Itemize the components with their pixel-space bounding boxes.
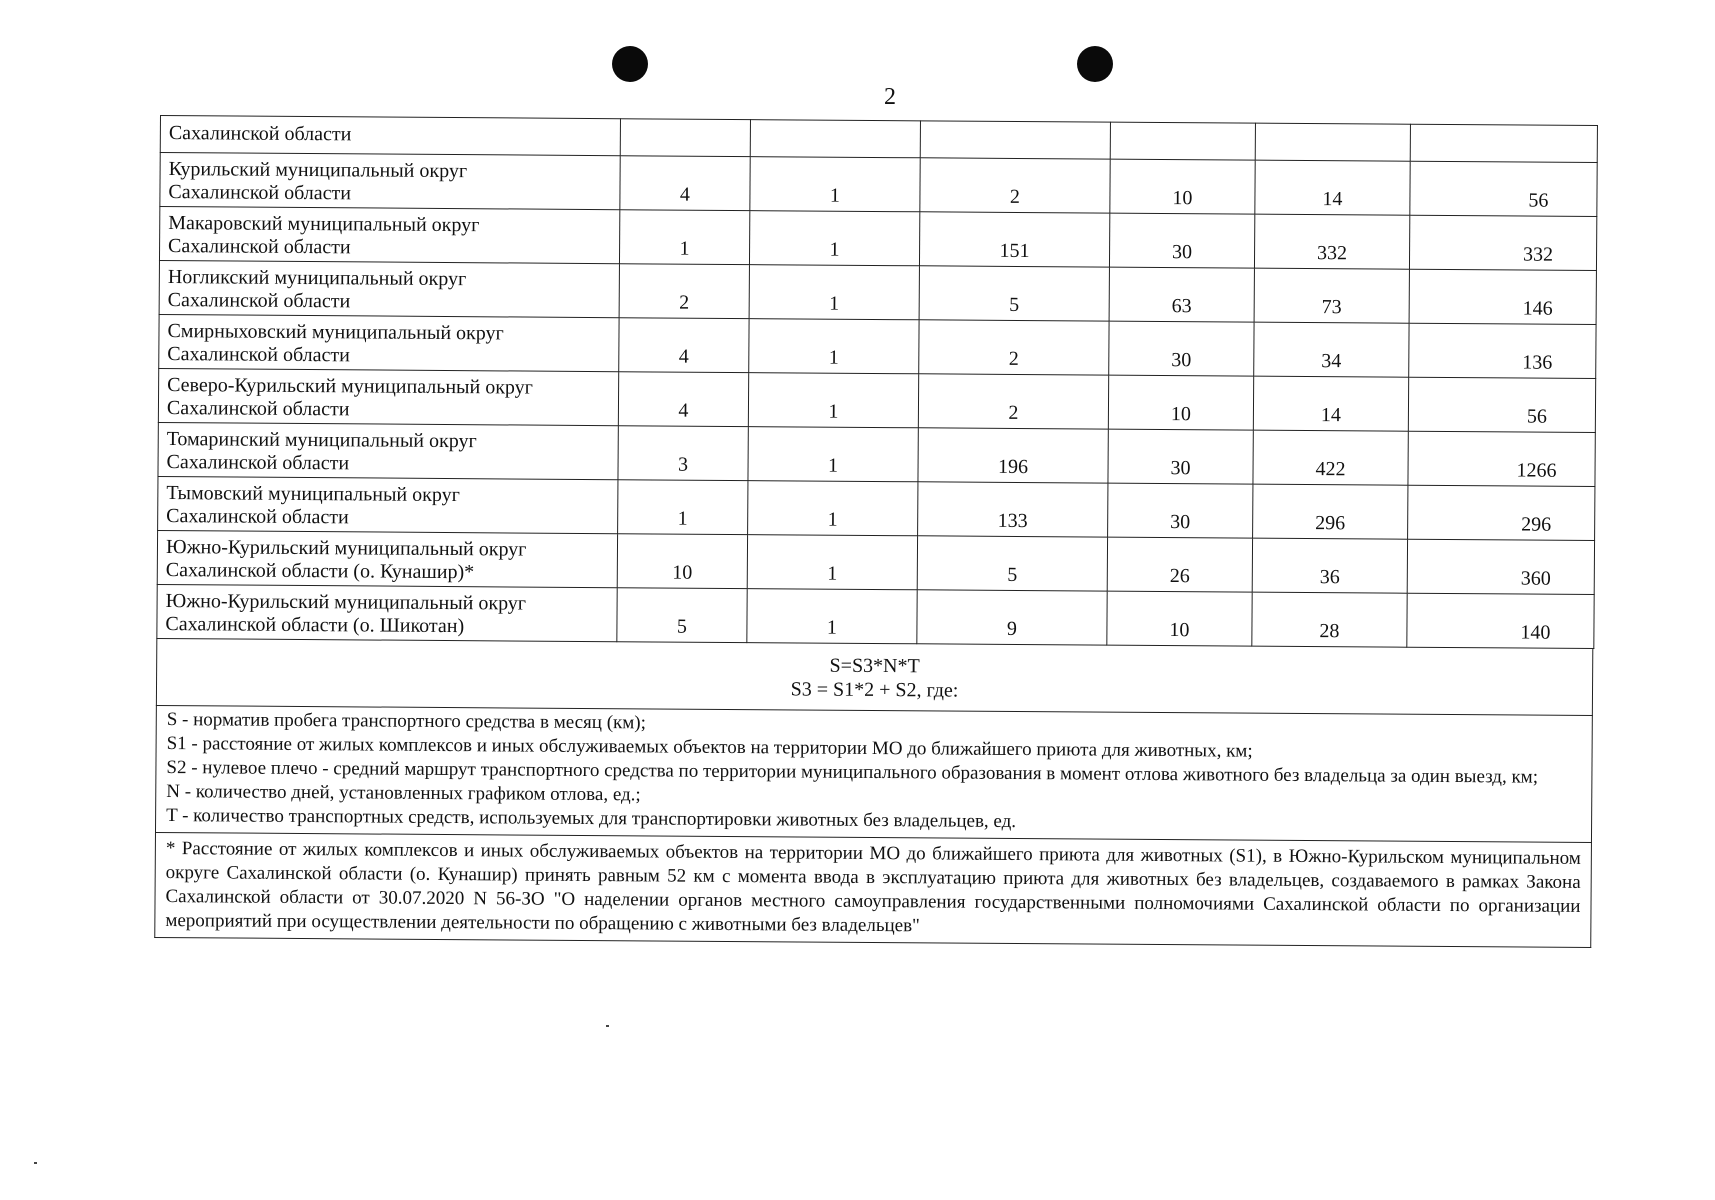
municipality-name-line2: Сахалинской области <box>167 343 350 367</box>
table-cell-value: 332 <box>1254 214 1409 269</box>
table-cell-value: 1 <box>618 480 748 535</box>
table-row <box>158 368 1595 432</box>
scan-speck <box>606 1025 609 1027</box>
table-row <box>159 207 1596 271</box>
table-row <box>157 530 1594 594</box>
municipality-name-line1: Ногликский муниципальный округ <box>167 266 467 291</box>
table-cell-value: 10 <box>617 534 747 589</box>
table-cell-value: 4 <box>618 372 748 427</box>
formula-main: S=S3*N*T <box>829 654 920 678</box>
table-cell-value: 34 <box>1254 322 1409 377</box>
footnote: * Расстояние от жилых комплексов и иных обслуживаемых объектов на территории МО до ближайшего приюта для животных (S1), в Южно-Курильском муниципальном округе Сахалинской области (о. Кунашир) принять равным 52 км с момента ввода в эксплуатацию приюта для животных без владельцев, создаваемого в рамках Закона Сахалинской области от 30.07.2020 N 56-ЗО "О наделении органов местного самоуправления государственными полномочиями Сахалинской области по организации мероприятий при осуществлении деятельности по обращению с животными без владельцев" <box>154 833 1592 948</box>
municipality-name <box>158 368 618 425</box>
definition-s1: S1 - расстояние от жилых комплексов и иных обслуживаемых объектов на территории МО до ближайшего приюта для животных, км; <box>166 733 1253 762</box>
municipality-name-line1: Томаринский муниципальный округ <box>166 428 477 453</box>
table-cell-value: 30 <box>1109 213 1254 268</box>
table-cell-value: 63 <box>1109 267 1254 322</box>
definition-t: T - количество транспортных средств, используемых для транспортировки животных без владельцев, ед. <box>166 805 1017 832</box>
municipality-name-line2: Сахалинской области <box>168 181 352 205</box>
table-cell-value: 1 <box>749 265 919 320</box>
table-cell-value: 5 <box>919 266 1109 321</box>
definition-n: N - количество дней, установленных графиком отлова, ед.; <box>166 781 641 806</box>
scan-speck <box>34 1162 37 1164</box>
table-cell-value: 296 <box>1253 484 1408 539</box>
formula-s3: S3 = S1*2 + S2, где: <box>790 678 959 702</box>
table-cell-value: 296 <box>1408 485 1595 540</box>
table-cell-value: 73 <box>1254 268 1409 323</box>
municipality-name <box>159 314 619 371</box>
table-cell-value: 332 <box>1409 215 1596 270</box>
table-cell-value: 1 <box>619 210 749 265</box>
table-cell-value: 1 <box>749 211 919 266</box>
table-row <box>160 153 1597 217</box>
table-row <box>159 260 1596 324</box>
table-cell-value: 133 <box>918 482 1108 537</box>
table-cell-value: 5 <box>617 588 747 643</box>
table-cell-value: 9 <box>917 590 1107 645</box>
table-cell-value: 2 <box>918 374 1108 429</box>
table-cell-value: 3 <box>618 426 748 481</box>
table-cell-value: 36 <box>1252 538 1407 593</box>
table-cell-value: 56 <box>1408 377 1595 432</box>
table-cell-value: 1 <box>748 427 918 482</box>
table-cell-value: 2 <box>619 264 749 319</box>
table-row <box>158 476 1595 540</box>
table-cell-value: 140 <box>1407 593 1594 648</box>
municipality-name-line1: Северо-Курильский муниципальный округ <box>167 374 533 399</box>
municipality-name: Сахалинской области <box>160 116 620 156</box>
table-row <box>158 422 1595 486</box>
municipality-name-line1: Смирныховский муниципальный округ <box>167 320 504 345</box>
municipality-name-line2: Сахалинской области <box>167 289 351 313</box>
municipality-name <box>157 530 617 587</box>
table-cell-value: 1 <box>748 481 918 536</box>
municipality-name-line1: Южно-Курильский муниципальный округ <box>165 536 527 561</box>
table-cell-value: 30 <box>1109 321 1254 376</box>
table-cell-value: 1 <box>747 589 917 644</box>
distance-table <box>156 115 1598 649</box>
punch-hole-right <box>1077 46 1113 82</box>
municipality-name-line2: Сахалинской области (о. Кунашир)* <box>165 559 475 584</box>
table-cell-value: 2 <box>919 320 1109 375</box>
table-cell-value: 14 <box>1253 376 1408 431</box>
municipality-name-line1: Макаровский муниципальный округ <box>168 212 480 237</box>
table-cell-value: 4 <box>619 318 749 373</box>
municipality-name <box>160 153 620 210</box>
page-number: 2 <box>884 84 896 110</box>
municipality-name <box>158 422 618 479</box>
table-cell-value: 26 <box>1107 537 1252 592</box>
table-cell-value: 14 <box>1255 160 1410 215</box>
punch-hole-left <box>612 46 648 82</box>
municipality-name-line2: Сахалинской области <box>168 235 351 259</box>
table-cell-value: 1 <box>748 373 918 428</box>
table-cell-value: 10 <box>1108 375 1253 430</box>
municipality-name-line1: Курильский муниципальный округ <box>168 158 468 183</box>
table-cell-value: 196 <box>918 428 1108 483</box>
table-cell-value: 2 <box>920 158 1110 213</box>
table-cell-value: 1 <box>749 319 919 374</box>
municipality-name <box>157 584 617 641</box>
municipality-name <box>159 260 619 317</box>
municipality-name-line1: Тымовский муниципальный округ <box>166 482 460 507</box>
municipality-name-line2: Сахалинской области <box>166 505 349 529</box>
table-cell-value: 422 <box>1253 430 1408 485</box>
table-cell-value: 360 <box>1407 539 1594 594</box>
table-cell-value: 10 <box>1107 591 1252 646</box>
municipality-name <box>159 207 619 264</box>
table-row <box>159 314 1596 378</box>
definitions-block <box>155 706 1593 843</box>
table-cell-value: 1 <box>747 535 917 590</box>
document-body <box>154 115 1597 948</box>
table-cell-value: 146 <box>1409 269 1596 324</box>
table-cell-value: 30 <box>1108 429 1253 484</box>
definition-s: S - норматив пробега транспортного средства в месяц (км); <box>166 709 647 734</box>
table-cell-value: 28 <box>1252 592 1407 647</box>
table-cell-value: 1 <box>750 157 920 212</box>
municipality-name-line2: Сахалинской области (о. Шикотан) <box>165 613 465 638</box>
municipality-name-line1: Южно-Курильский муниципальный округ <box>165 590 527 615</box>
table-cell-value: 4 <box>620 156 750 211</box>
table-cell-value: 56 <box>1410 161 1597 216</box>
definition-s2: S2 - нулевое плечо - средний маршрут транспортного средства по территории муниципального образования в момент отлова животного без владельца за один выезд, км; <box>166 757 1539 788</box>
municipality-name <box>158 476 618 533</box>
table-cell-value: 10 <box>1110 159 1255 214</box>
table-row <box>157 584 1594 648</box>
formula-block <box>156 639 1593 716</box>
table-cell-value: 30 <box>1108 483 1253 538</box>
table-cell-value: 136 <box>1409 323 1596 378</box>
municipality-name-line2: Сахалинской области <box>166 451 350 475</box>
table-cell-value: 5 <box>917 536 1107 591</box>
table-cell-value: 151 <box>919 212 1109 267</box>
table-cell-value: 1266 <box>1408 431 1595 486</box>
municipality-name-line2: Сахалинской области <box>166 397 350 421</box>
